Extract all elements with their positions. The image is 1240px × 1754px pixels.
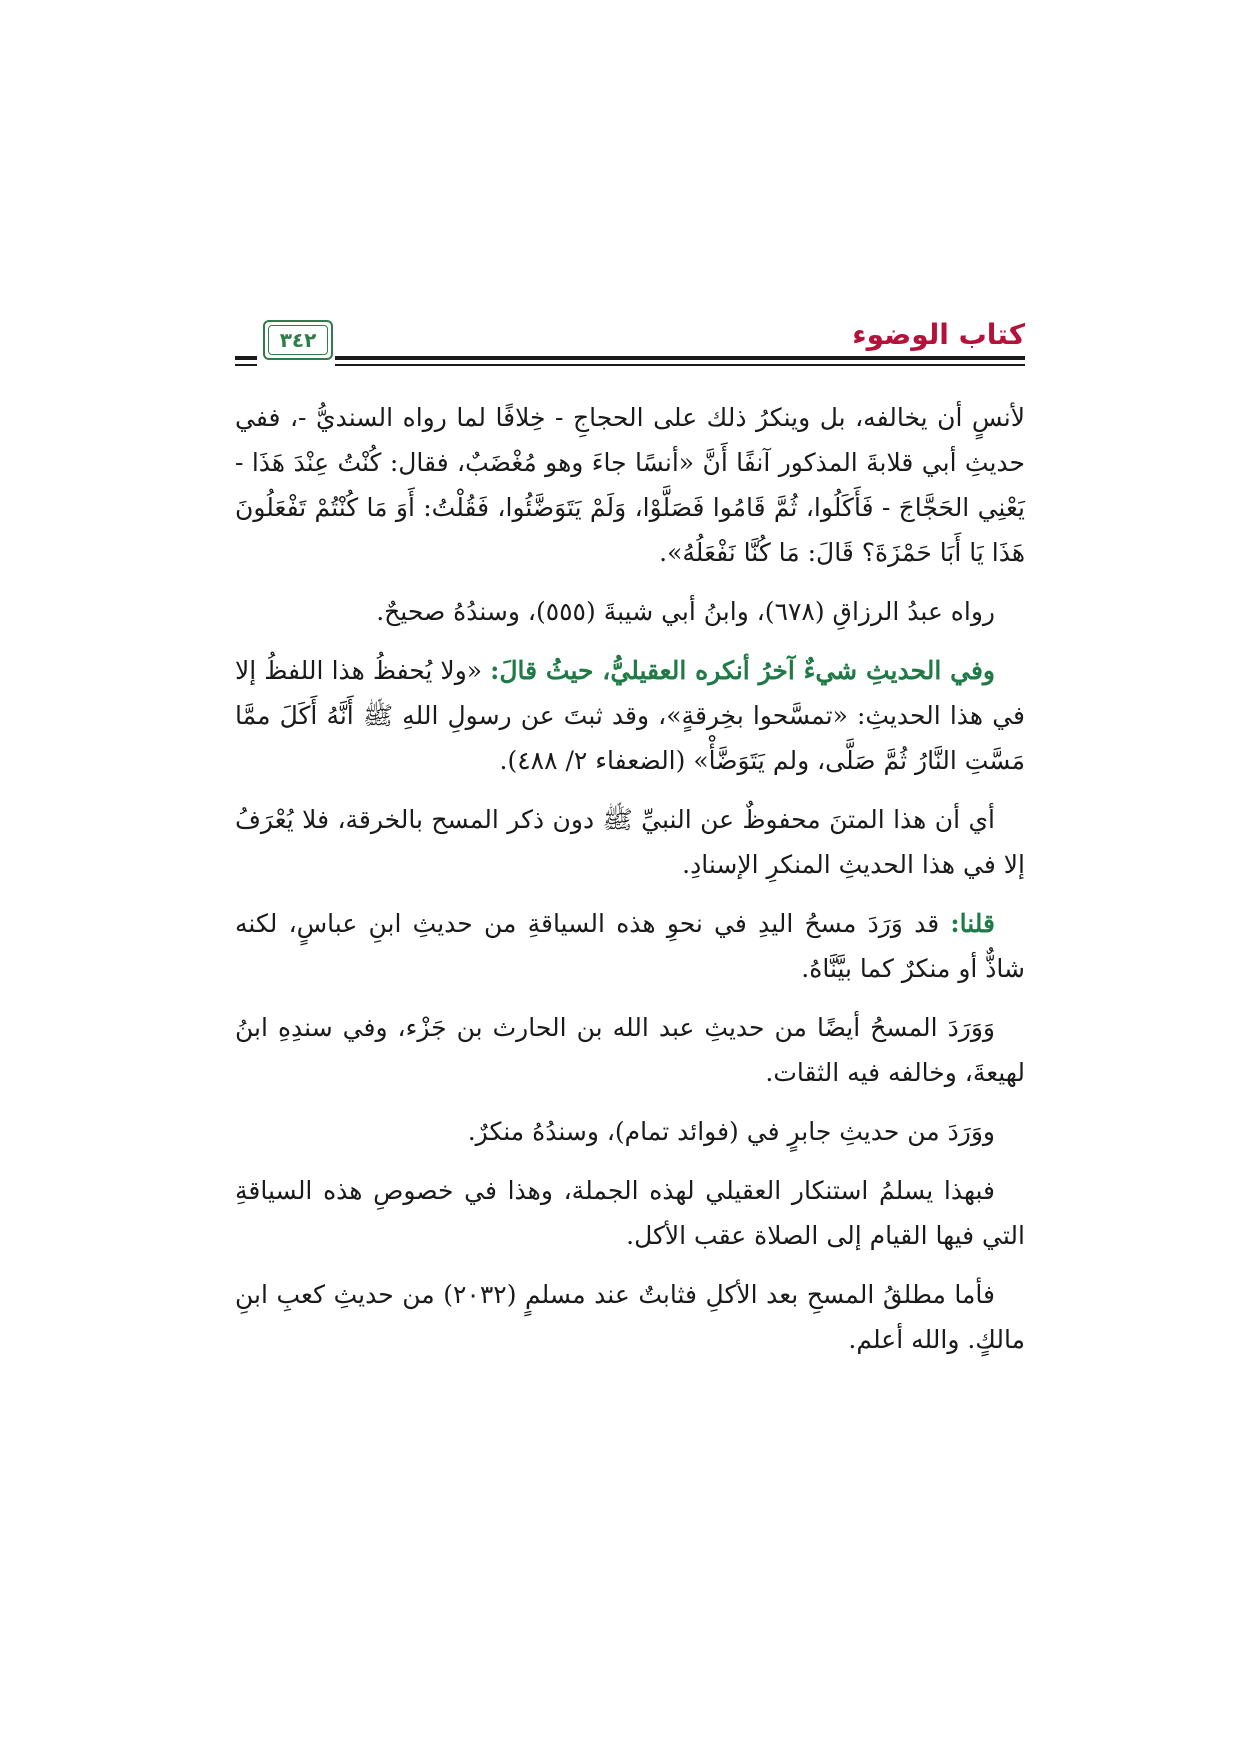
header-rule-thin [335, 364, 1025, 366]
paragraph-text: وَوَرَدَ المسحُ أيضًا من حديثِ عبد الله بن الحارث بن جَزْء، وفي سندِهِ ابنُ لهيعةَ، وخالفه فيه الثقات. [235, 1013, 1025, 1087]
paragraph-text: أي أن هذا المتنَ محفوظٌ عن النبيِّ ﷺ دون ذكر المسح بالخرقة، فلا يُعْرَفُ إلا في هذا الحديثِ المنكرِ الإسنادِ. [235, 805, 1025, 879]
paragraph-8 [235, 1168, 1025, 1258]
paragraph-text: فأما مطلقُ المسحِ بعد الأكلِ فثابتٌ عند مسلمٍ (٢٠٣٢) من حديثِ كعبِ ابنِ مالكٍ. والله أعلم. [235, 1280, 1025, 1354]
page-number: ٣٤٢ [279, 328, 317, 352]
header-rule-left-thin [235, 364, 257, 366]
paragraph-3 [235, 648, 1025, 783]
paragraph-text: رواه عبدُ الرزاقِ (٦٧٨)، وابنُ أبي شيبةَ (٥٥٥)، وسندُهُ صحيحٌ. [376, 597, 995, 626]
paragraph-text: لأنسٍ أن يخالفه، بل وينكرُ ذلك على الحجاجِ - خِلافًا لما رواه السنديُّ -، ففي حديثِ أبي قلابةَ المذكور آنفًا أَنَّ «أنسًا جاءَ وهو مُغْضَبٌ، فقال: كُنْتُ عِنْدَ هَذَا - يَعْنِي الحَجَّاجَ - فَأَكَلُوا، ثُمَّ قَامُوا فَصَلَّوْا، وَلَمْ يَتَوَضَّئُوا، فَقُلْتُ: أَوَ مَا كُنْتُمْ تَفْعَلُونَ هَذَا يَا أَبَا حَمْزَةَ؟ قَالَ: مَا كُنَّا نَفْعَلُهُ». [235, 403, 1025, 567]
paragraph-1 [235, 395, 1025, 575]
paragraph-text: فبهذا يسلمُ استنكار العقيلي لهذه الجملة، وهذا في خصوصِ هذه السياقةِ التي فيها القيام إلى الصلاة عقب الأكل. [235, 1176, 1025, 1250]
paragraph-2 [235, 589, 1025, 634]
header-rule-left-thick [235, 356, 257, 360]
paragraph-4 [235, 797, 1025, 887]
paragraph-text: ووَرَدَ من حديثِ جابرٍ في (فوائد تمام)، وسندُهُ منكرٌ. [467, 1117, 995, 1146]
paragraph-text: قد وَرَدَ مسحُ اليدِ في نحوِ هذه السياقةِ من حديثِ ابنِ عباسٍ، لكنه شاذٌّ أو منكرٌ كما بيَّنَّاهُ. [235, 909, 1025, 983]
highlighted-lead: قلنا: [950, 909, 995, 938]
paragraph-9 [235, 1272, 1025, 1362]
paragraph-6 [235, 1005, 1025, 1095]
paragraph-5 [235, 901, 1025, 991]
page-header [235, 318, 1025, 378]
header-rule-thick [335, 356, 1025, 360]
chapter-title: كتاب الوضوء [852, 318, 1025, 351]
paragraph-7 [235, 1109, 1025, 1154]
highlighted-lead: وفي الحديثِ شيءٌ آخرُ أنكره العقيليُّ، حيثُ قالَ: [490, 656, 995, 685]
paragraph-text: «ولا يُحفظُ هذا اللفظُ إلا في هذا الحديثِ: «تمسَّحوا بخِرقةٍ»، وقد ثبتَ عن رسولِ اللهِ ﷺ أَنَّهُ أَكَلَ ممَّا مَسَّتِ النَّارُ ثُمَّ صَلَّى، ولم يَتَوَضَّأْ» (الضعفاء ٢/ ٤٨٨). [235, 656, 1025, 775]
page-number-badge [263, 320, 333, 360]
page-body [235, 395, 1025, 1376]
